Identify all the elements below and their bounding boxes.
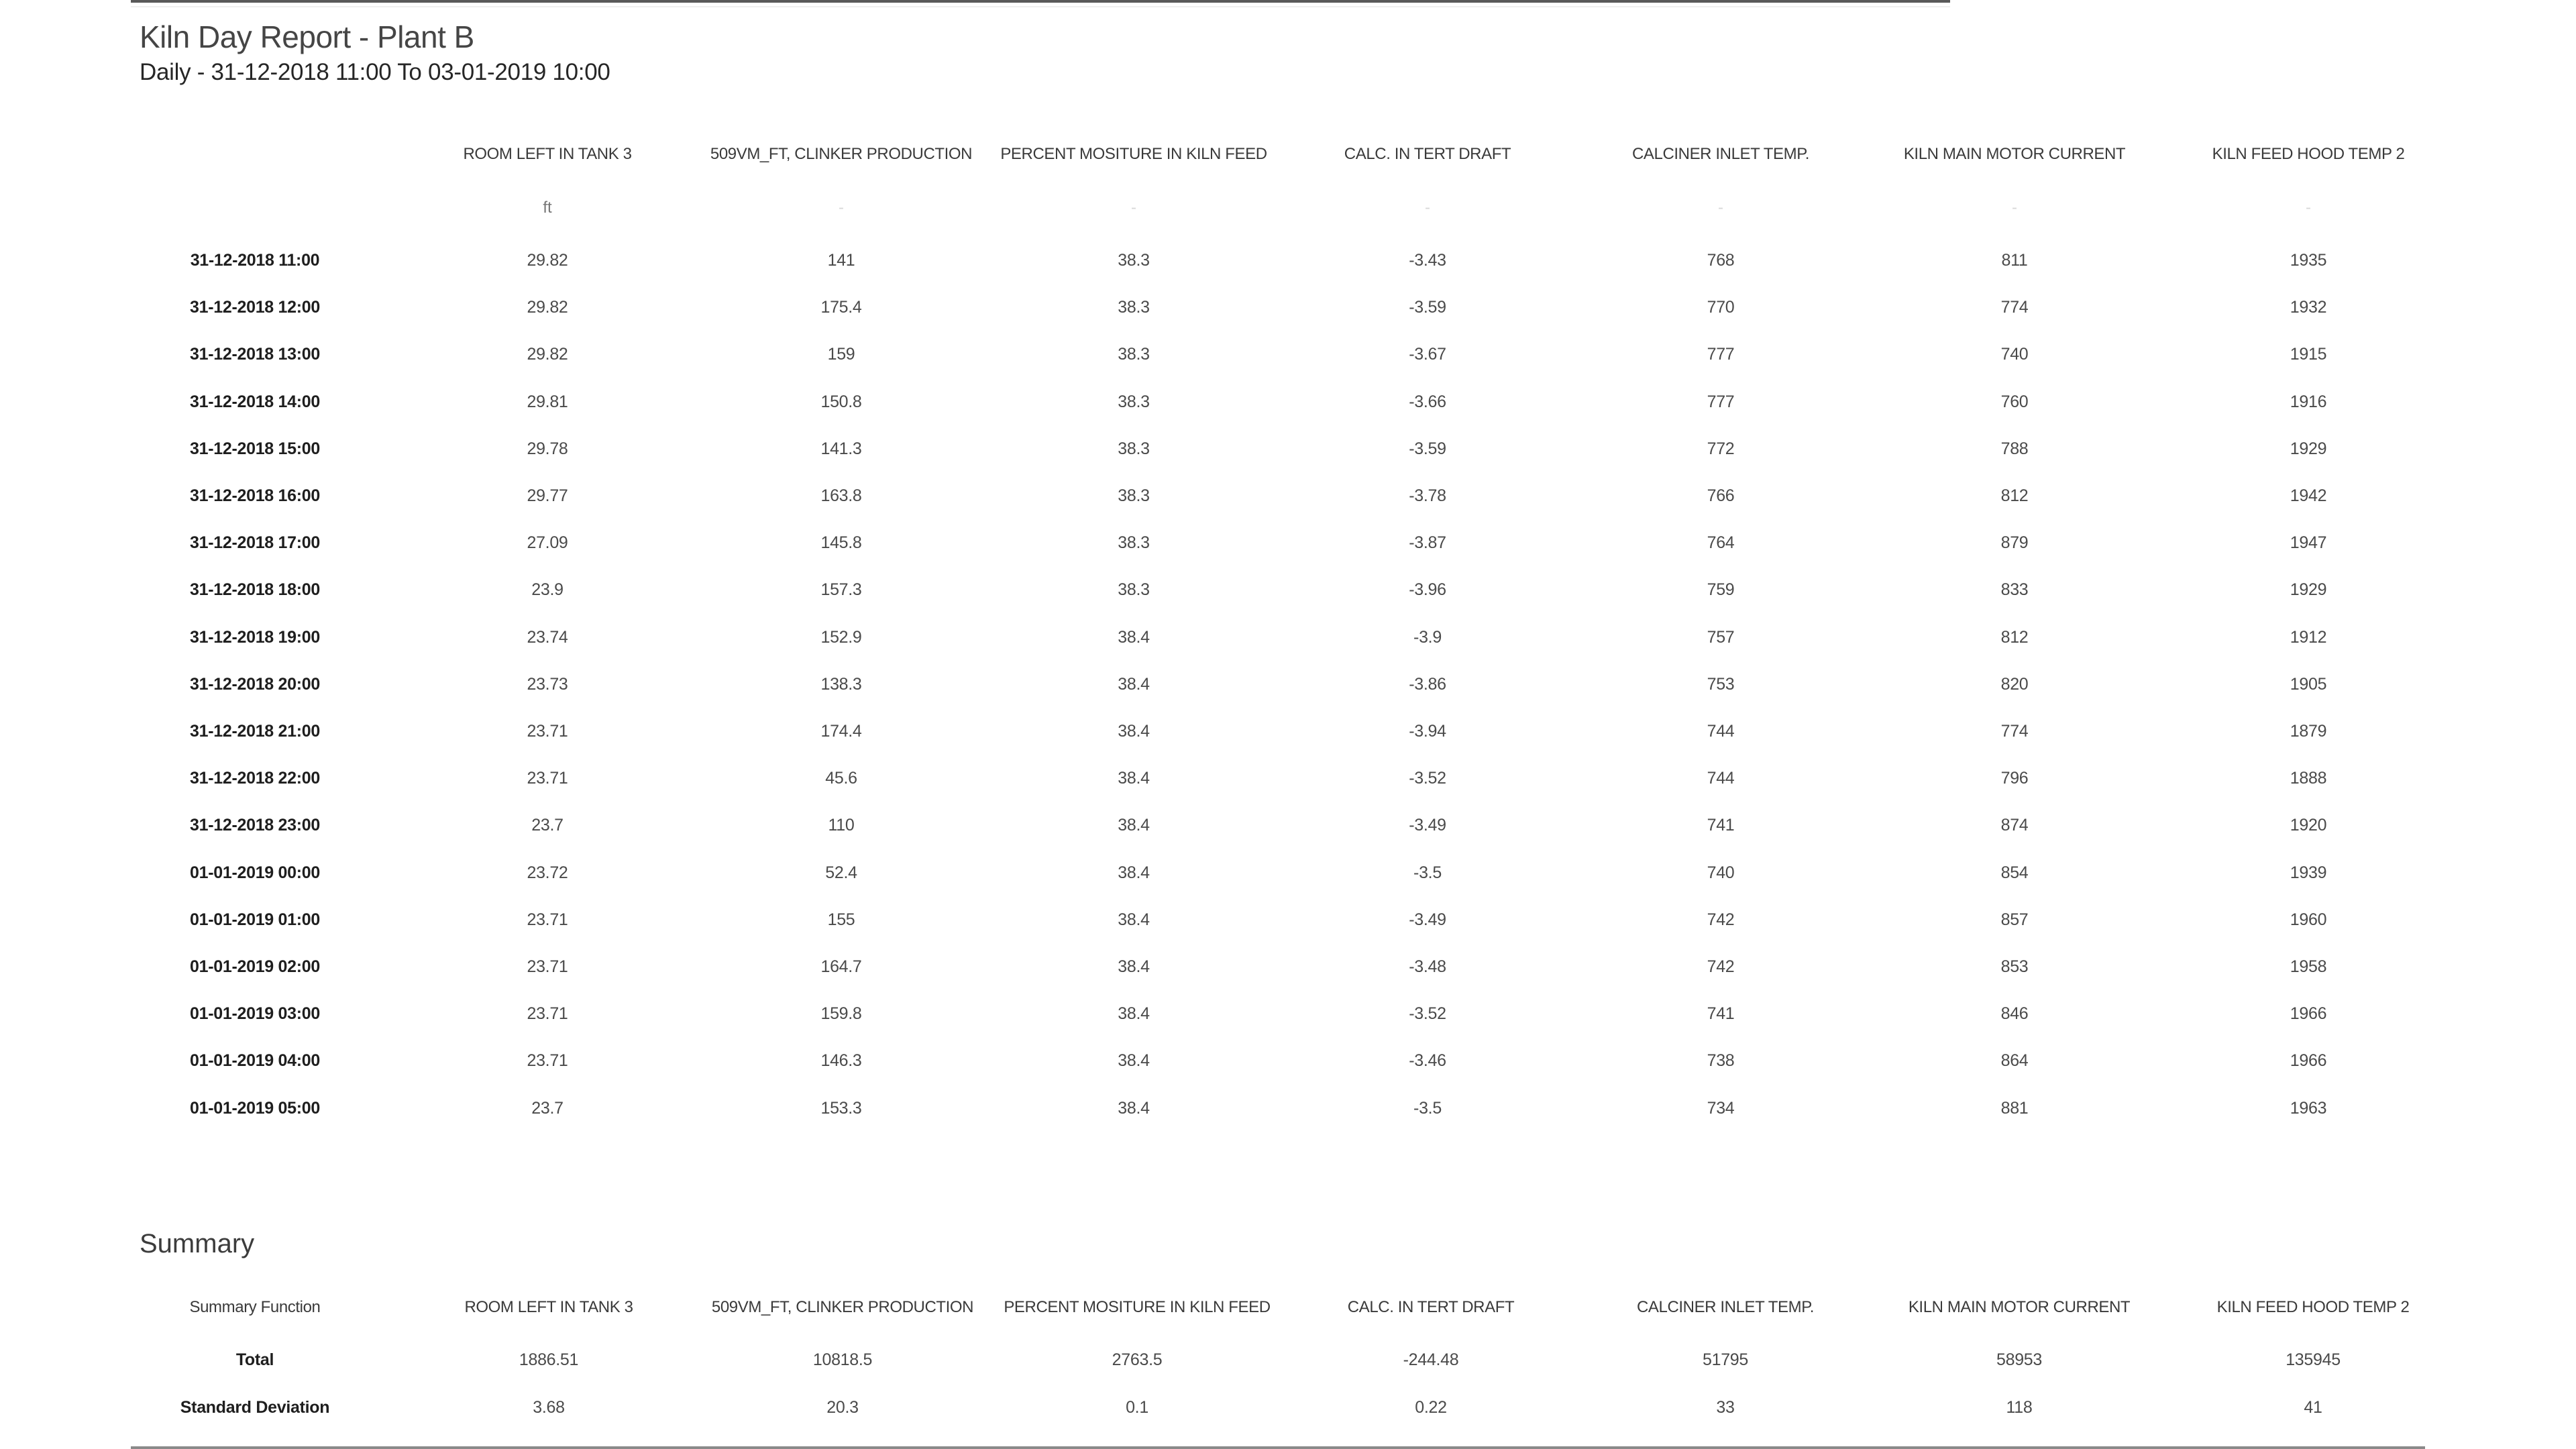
table-cell: 753 (1707, 675, 1735, 694)
column-unit: - (2012, 199, 2017, 217)
row-timestamp: 31-12-2018 23:00 (190, 816, 320, 835)
table-cell: 23.71 (527, 1004, 568, 1023)
table-cell: 742 (1707, 910, 1735, 929)
table-cell: 29.81 (527, 392, 568, 411)
table-cell: 23.72 (527, 863, 568, 882)
summary-title: Summary (140, 1229, 255, 1258)
table-cell: 174.4 (820, 722, 862, 741)
row-timestamp: 31-12-2018 15:00 (190, 439, 320, 458)
table-cell: 23.7 (531, 1099, 564, 1118)
summary-cell: 118 (2006, 1398, 2033, 1417)
table-cell: -3.48 (1409, 957, 1446, 976)
table-cell: 38.4 (1118, 1099, 1150, 1118)
table-cell: 23.73 (527, 675, 568, 694)
table-cell: 38.3 (1118, 439, 1150, 458)
table-cell: 45.6 (825, 769, 857, 788)
table-cell: 1888 (2290, 769, 2327, 788)
table-cell: 1966 (2290, 1004, 2327, 1023)
table-cell: 23.71 (527, 957, 568, 976)
table-cell: -3.94 (1409, 722, 1446, 741)
table-cell: 23.74 (527, 628, 568, 647)
table-cell: 741 (1707, 1004, 1735, 1023)
table-cell: 29.78 (527, 439, 568, 458)
table-cell: 777 (1707, 345, 1735, 364)
table-cell: 23.71 (527, 1051, 568, 1070)
table-cell: 175.4 (820, 298, 862, 317)
table-cell: 29.77 (527, 486, 568, 505)
table-cell: 38.4 (1118, 957, 1150, 976)
row-timestamp: 31-12-2018 20:00 (190, 675, 320, 694)
table-cell: 38.4 (1118, 722, 1150, 741)
table-cell: 1929 (2290, 439, 2327, 458)
table-cell: 38.4 (1118, 1004, 1150, 1023)
table-cell: -3.52 (1409, 769, 1446, 788)
table-cell: 138.3 (820, 675, 862, 694)
table-cell: -3.86 (1409, 675, 1446, 694)
table-cell: 1932 (2290, 298, 2327, 317)
column-unit: - (839, 199, 844, 217)
table-cell: 1920 (2290, 816, 2327, 835)
table-cell: 881 (2000, 1099, 2029, 1118)
table-cell: 760 (2000, 392, 2029, 411)
table-cell: -3.78 (1409, 486, 1446, 505)
table-cell: 1929 (2290, 580, 2327, 599)
row-timestamp: 31-12-2018 18:00 (190, 580, 320, 599)
row-timestamp: 31-12-2018 14:00 (190, 392, 320, 411)
table-cell: 757 (1707, 628, 1735, 647)
table-cell: 759 (1707, 580, 1735, 599)
table-cell: -3.59 (1409, 439, 1446, 458)
table-cell: 774 (2000, 298, 2029, 317)
column-unit: - (2306, 199, 2311, 217)
summary-function-header: Summary Function (189, 1298, 321, 1316)
row-timestamp: 31-12-2018 21:00 (190, 722, 320, 741)
table-cell: 159.8 (820, 1004, 862, 1023)
table-cell: 766 (1707, 486, 1735, 505)
table-cell: 153.3 (820, 1099, 862, 1118)
bottom-border (131, 1446, 2425, 1449)
column-header: 509VM_FT, CLINKER PRODUCTION (710, 145, 973, 163)
column-header: CALCINER INLET TEMP. (1631, 145, 1810, 163)
row-timestamp: 01-01-2019 03:00 (190, 1004, 320, 1023)
table-cell: 812 (2000, 486, 2029, 505)
table-cell: 38.4 (1118, 628, 1150, 647)
table-cell: 740 (1707, 863, 1735, 882)
summary-cell: 58953 (1996, 1350, 2043, 1369)
table-cell: 159 (827, 345, 855, 364)
table-cell: 38.3 (1118, 345, 1150, 364)
table-cell: 141.3 (820, 439, 862, 458)
column-unit: - (1718, 199, 1723, 217)
table-cell: -3.52 (1409, 1004, 1446, 1023)
table-cell: 738 (1707, 1051, 1735, 1070)
summary-cell: -244.48 (1403, 1350, 1459, 1369)
summary-column-header: KILN MAIN MOTOR CURRENT (1908, 1298, 2131, 1316)
table-cell: 1958 (2290, 957, 2327, 976)
table-cell: 157.3 (820, 580, 862, 599)
table-cell: 38.4 (1118, 769, 1150, 788)
table-cell: 38.3 (1118, 580, 1150, 599)
table-cell: 796 (2000, 769, 2029, 788)
table-cell: 1912 (2290, 628, 2327, 647)
summary-cell: 51795 (1702, 1350, 1749, 1369)
table-cell: 38.3 (1118, 298, 1150, 317)
summary-column-header: CALCINER INLET TEMP. (1636, 1298, 1815, 1316)
column-unit: - (1425, 199, 1430, 217)
report-date-range: Daily - 31-12-2018 11:00 To 03-01-2019 10:00 (140, 59, 610, 85)
table-cell: 742 (1707, 957, 1735, 976)
table-cell: 741 (1707, 816, 1735, 835)
table-cell: -3.49 (1409, 816, 1446, 835)
table-cell: 768 (1707, 251, 1735, 270)
table-cell: 141 (827, 251, 855, 270)
table-cell: 155 (827, 910, 855, 929)
table-cell: 1916 (2290, 392, 2327, 411)
row-timestamp: 31-12-2018 19:00 (190, 628, 320, 647)
table-cell: 38.3 (1118, 486, 1150, 505)
summary-cell: 1886.51 (519, 1350, 579, 1369)
table-cell: -3.87 (1409, 533, 1446, 552)
table-cell: 854 (2000, 863, 2029, 882)
table-cell: 38.4 (1118, 1051, 1150, 1070)
table-cell: -3.66 (1409, 392, 1446, 411)
table-cell: 1879 (2290, 722, 2327, 741)
summary-row-label: Total (235, 1350, 274, 1369)
summary-cell: 33 (1716, 1398, 1735, 1417)
table-cell: 27.09 (527, 533, 568, 552)
summary-cell: 0.1 (1126, 1398, 1148, 1417)
table-cell: 38.4 (1118, 863, 1150, 882)
table-cell: 777 (1707, 392, 1735, 411)
table-cell: 772 (1707, 439, 1735, 458)
table-cell: 788 (2000, 439, 2029, 458)
table-cell: 853 (2000, 957, 2029, 976)
row-timestamp: 31-12-2018 11:00 (190, 251, 320, 270)
table-cell: 1966 (2290, 1051, 2327, 1070)
table-cell: 770 (1707, 298, 1735, 317)
table-cell: 734 (1707, 1099, 1735, 1118)
row-timestamp: 01-01-2019 01:00 (190, 910, 320, 929)
column-header: KILN MAIN MOTOR CURRENT (1903, 145, 2126, 163)
summary-row-label: Standard Deviation (180, 1398, 330, 1417)
summary-cell: 2763.5 (1112, 1350, 1163, 1369)
column-unit: - (1131, 199, 1136, 217)
table-cell: -3.96 (1409, 580, 1446, 599)
table-cell: 846 (2000, 1004, 2029, 1023)
table-cell: 110 (828, 816, 855, 835)
table-cell: 29.82 (527, 345, 568, 364)
table-cell: 23.71 (527, 722, 568, 741)
column-header: CALC. IN TERT DRAFT (1344, 145, 1511, 163)
table-cell: 811 (2001, 251, 2028, 270)
row-timestamp: 31-12-2018 17:00 (190, 533, 320, 552)
summary-cell: 0.22 (1415, 1398, 1447, 1417)
report-title: Kiln Day Report - Plant B (140, 19, 474, 54)
column-header: PERCENT MOSITURE IN KILN FEED (1000, 145, 1267, 163)
table-cell: 23.7 (531, 816, 564, 835)
table-cell: 744 (1707, 722, 1735, 741)
table-cell: 740 (2000, 345, 2029, 364)
table-cell: 164.7 (820, 957, 862, 976)
table-cell: 29.82 (527, 251, 568, 270)
row-timestamp: 01-01-2019 02:00 (190, 957, 320, 976)
table-cell: 145.8 (820, 533, 862, 552)
table-cell: 38.4 (1118, 675, 1150, 694)
table-cell: 857 (2000, 910, 2029, 929)
table-cell: 23.9 (531, 580, 564, 599)
table-cell: 29.82 (527, 298, 568, 317)
table-cell: 1947 (2290, 533, 2327, 552)
table-cell: 1915 (2290, 345, 2327, 364)
table-cell: 38.4 (1118, 910, 1150, 929)
column-unit: ft (543, 199, 552, 217)
table-cell: -3.9 (1413, 628, 1442, 647)
table-cell: 1939 (2290, 863, 2327, 882)
table-cell: 38.4 (1118, 816, 1150, 835)
row-timestamp: 01-01-2019 05:00 (190, 1099, 320, 1118)
table-cell: 52.4 (825, 863, 857, 882)
table-cell: 1935 (2290, 251, 2327, 270)
table-cell: 744 (1707, 769, 1735, 788)
table-cell: 1942 (2290, 486, 2327, 505)
table-cell: -3.46 (1409, 1051, 1446, 1070)
table-cell: 150.8 (820, 392, 862, 411)
row-timestamp: 01-01-2019 04:00 (190, 1051, 320, 1070)
table-cell: 833 (2000, 580, 2029, 599)
row-timestamp: 31-12-2018 13:00 (190, 345, 320, 364)
table-cell: 38.3 (1118, 392, 1150, 411)
table-cell: -3.5 (1413, 1099, 1442, 1118)
row-timestamp: 01-01-2019 00:00 (190, 863, 320, 882)
table-cell: -3.59 (1409, 298, 1446, 317)
summary-column-header: KILN FEED HOOD TEMP 2 (2216, 1298, 2410, 1316)
table-cell: -3.43 (1409, 251, 1446, 270)
table-cell: 163.8 (820, 486, 862, 505)
table-cell: 1960 (2290, 910, 2327, 929)
table-cell: -3.49 (1409, 910, 1446, 929)
table-cell: 152.9 (820, 628, 862, 647)
row-timestamp: 31-12-2018 22:00 (190, 769, 320, 788)
table-cell: 764 (1707, 533, 1735, 552)
row-timestamp: 31-12-2018 16:00 (190, 486, 320, 505)
table-cell: 812 (2000, 628, 2029, 647)
summary-cell: 10818.5 (812, 1350, 873, 1369)
summary-column-header: ROOM LEFT IN TANK 3 (464, 1298, 633, 1316)
table-cell: 146.3 (820, 1051, 862, 1070)
table-cell: 1905 (2290, 675, 2327, 694)
table-cell: 23.71 (527, 769, 568, 788)
table-cell: 23.71 (527, 910, 568, 929)
table-cell: 38.3 (1118, 533, 1150, 552)
summary-cell: 20.3 (826, 1398, 859, 1417)
summary-cell: 135945 (2286, 1350, 2341, 1369)
table-cell: 38.3 (1118, 251, 1150, 270)
table-cell: 879 (2000, 533, 2029, 552)
table-cell: -3.5 (1413, 863, 1442, 882)
summary-cell: 41 (2304, 1398, 2322, 1417)
table-cell: -3.67 (1409, 345, 1446, 364)
row-timestamp: 31-12-2018 12:00 (190, 298, 320, 317)
table-cell: 874 (2000, 816, 2029, 835)
summary-column-header: 509VM_FT, CLINKER PRODUCTION (711, 1298, 974, 1316)
column-header: KILN FEED HOOD TEMP 2 (2212, 145, 2405, 163)
table-cell: 820 (2000, 675, 2029, 694)
table-cell: 1963 (2290, 1099, 2327, 1118)
summary-column-header: CALC. IN TERT DRAFT (1347, 1298, 1515, 1316)
table-cell: 864 (2000, 1051, 2029, 1070)
column-header: ROOM LEFT IN TANK 3 (463, 145, 632, 163)
summary-cell: 3.68 (533, 1398, 565, 1417)
table-cell: 774 (2000, 722, 2029, 741)
summary-column-header: PERCENT MOSITURE IN KILN FEED (1004, 1298, 1271, 1316)
